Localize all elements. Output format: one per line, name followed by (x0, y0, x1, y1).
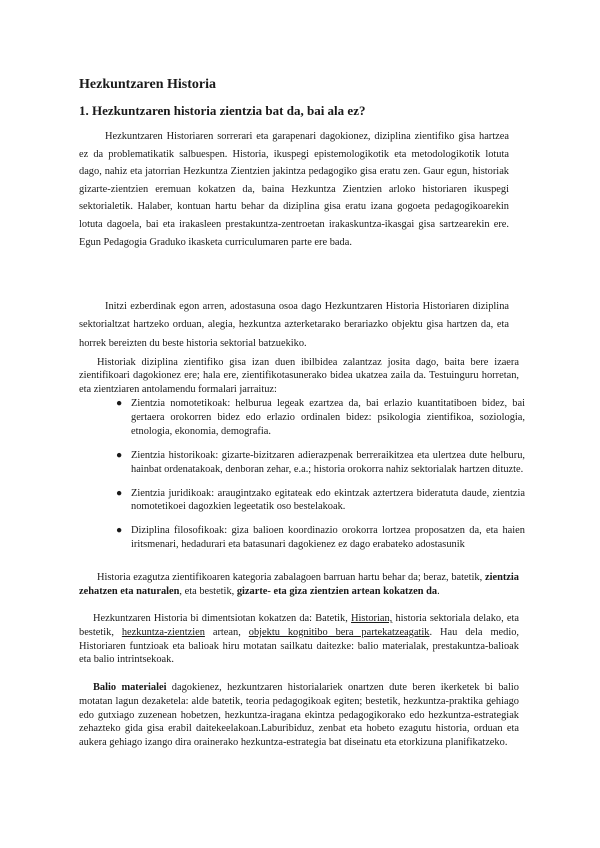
bullet-icon: ● (116, 487, 123, 499)
list-item: ● Zientzia historikoak: gizarte-bizitzaren adierazpenak berreraikitzea eta ulertzea dute helburu, hainbat ordenatakoak, denboran zehar, e.a.; historia orokorra nahiz sektorialak hartzen dituzte. (116, 449, 525, 475)
paragraph-3: Historiak diziplina zientifiko gisa izan duen ibilbidea zalantzaz josita dago, baita bere izaera zientifikoari dagokionez ere; hala ere, zientifikotasunerako bidea ukatzea zaila da. Testuinguru horretan, eta zientziaren antolamendu formalari jarraituz: (79, 357, 519, 395)
section-heading: 1. Hezkuntzaren historia zientzia bat da, bai ala ez? (79, 103, 366, 118)
paragraph-6: Balio materialei dagokienez, hezkuntzaren historialariek onartzen dute beren ikerketek bi balio motatan lagun dezaketela: alde batetik, teoria pedagogikoak egiten; bestetik, hezkuntza-praktika gehiago edo gutxiago zuzenean hobetzen, hezkuntza-iragana ekintza pedagogikorako edo hezkuntza-estrategiak zehazteko gida gisa erabil daitekeelakoan.Laburibiduz, zenbat eta hobeto ezagutu historia, orduan eta aukera gehiago izango dira orainerako hezkuntza-estrategia bat diseinatu eta etorkizuna planifikatzeko. (79, 682, 519, 749)
paragraph-1: Hezkuntzaren Historiaren sorrerari eta garapenari dagokionez, diziplina zientifiko gisa hartzea ez da problematikatik salbuespen. Historia, ikuspegi epistemologikotik eta metodologikotik lotuta dago, nahiz eta jatorrian Hezkuntza Zientzien jakintza pedagogiko gisa eratu zen. Gaur egun, historiak gizarte-zientzien eremuan kokatzen da, baina Hezkuntza Zientzien arloko historiaren ikuspegi sektorialetik. Halaber, kontuan hartu behar da diziplina gisa eratu izana gogoeta pedagogikoarekin lotuta dagoela, bai eta irakasleen prestakuntza-zentroetan irakaskuntza-ikasgai gisa sartzearekin ere. Egun Pedagogia Graduko ikasketa curriculumaren parte ere bada. (79, 131, 509, 248)
science-types-list (116, 397, 525, 562)
bullet-icon: ● (116, 398, 123, 409)
paragraph-2: Initzi ezberdinak egon arren, adostasuna osoa dago Hezkuntzaren Historia Historiaren diziplina sektorialtzat hartzeko orduan, alegia, hezkuntza azterketarako berariazko objektu gisa hartzen da, eta horrek bereizten du beste historia sektorial batzuekiko. (79, 301, 509, 349)
bullet-icon: ● (116, 525, 123, 537)
list-item: ● Zientzia nomotetikoak: helburua legeak ezartzea da, bai erlazio kuantitatiboen bidez, bai gertaera orokorren bidez edo erlazio ordinalen bidez: psikologia zientifikoa, soziologia, etnologia, ekonomia, demografia. (116, 398, 525, 437)
list-item: ● Diziplina filosofikoak: giza balioen koordinazio orokorra lortzea proposatzen da, eta haien iritsmenari, hedadurari eta batasunari dagokienez ez dago erabateko adostasunik (116, 525, 525, 551)
list-item: ● Zientzia juridikoak: araugintzako egitateak edo ekintzak aztertzera bideratuta daude, zientzia nomotetikoei dagozkien legeetatik oso bestelakoak. (116, 487, 525, 513)
paragraph-4: Historia ezagutza zientifikoaren kategoria zabalagoen barruan hartu behar da; beraz, batetik, zientzia zehatzen eta naturalen, eta bestetik, gizarte- eta giza zientzien artean kokatzen da. (79, 572, 519, 597)
document-title: Hezkuntzaren Historia (79, 77, 217, 92)
bullet-icon: ● (116, 449, 123, 461)
paragraph-5: Hezkuntzaren Historia bi dimentsiotan kokatzen da: Batetik, Historian, historia sektoriala delako, eta bestetik, hezkuntza-zientzien artean, objektu kognitibo bera partekatzeagatik. Hau dela medio, Historiaren funtzioak eta balioak hiru motatan sailkatu daitezke: balio materialak, prestakuntza-balioak eta balio intrintsekoak. (79, 613, 520, 666)
